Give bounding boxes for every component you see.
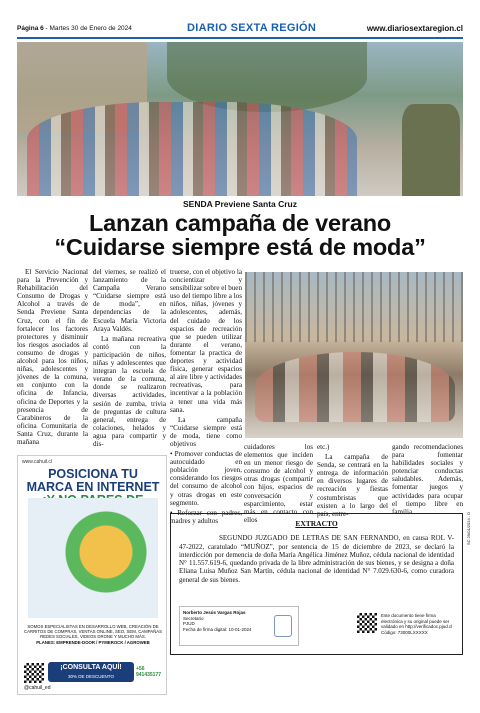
article-column-2: del viernes, se realizó el lanzamiento de la Campaña Verano “Cuidarse siempre está de moda”, en dependencias de la Escuela María Victoria Araya Valdés. La mañana recreativa contó con la participación de niños, niñas y adolescentes que integran la escuela de verano de la comuna, donde se realizaron diversas actividades, sesión de zumba, trivia de preguntas de cultura general, entrega de colaciones, helados y agua para compartir y dis- [93, 268, 166, 448]
article-title: Lanzan campaña de verano “Cuidarse siempre está de moda” [54, 210, 426, 260]
article-column-4: cuidadores los elementos que inciden en un menor riesgo de consumo de alcohol y otras drogas (compartir con hijos, espacios de conversación y esparcimiento, estar más en contacto con ellos [244, 443, 313, 524]
ad-whatsapp[interactable]: +56 941435177 [136, 666, 162, 678]
ad-headline: POSICIONA TU MARCA EN INTERNET [26, 467, 160, 494]
digital-signature: Norberto Jesús Vargas Rojas Secretario PJUD Fecha de firma digital: 10-01-2024 [179, 606, 299, 646]
article-column-3: truerse, con el objetivo la concientizar y sensibilizar sobre el buen uso del tiempo libre a los niños, niñas, jóvenes y adolescentes, además, del cuidado de los espacios de recreación que se pueden utilizar durante el verano, fomentar la practica de deportes y actividad física, generar espacios al aire libre y actividades recreativas, para incentivar a la población a tener una vida más sana. La campaña “Cuidarse siempre está de moda, tiene como objetivos • Promover conductas de autocuidado en población joven, considerando los riesgos del consumo de alcohol y otras drogas en este segmento. • Reforzar con padres, madres y adultos [170, 268, 242, 525]
group-photo [17, 42, 463, 196]
advertisement[interactable] [17, 455, 167, 695]
article-column-1: El Servicio Nacional para la Prevención y Rehabilitación del Consumo de Drogas y Alcohol a través de Senda Previene Santa Cruz, con el fin de fortalecer los factores protectores y disminuir los riesgos asociados al consumo de drogas y alcohol para los niños, niñas, adolescentes y jóvenes de la comuna, en conjunto con la oficina de Infancia, oficina de Deportes y la presencia de Carabineros de la oficina Comunitaria de Santa Cruz, durante la mañana [17, 268, 88, 446]
masthead: DIARIO SEXTA REGIÓN [187, 22, 317, 34]
ad-illustration [28, 498, 158, 618]
page-header [17, 22, 463, 40]
article-kicker: SENDA Previene Santa Cruz [183, 199, 297, 209]
ad-url[interactable]: www.cahuil.cl [22, 459, 53, 465]
ad-cta-button[interactable]: ¡CONSULTA AQUÍ! 30% DE DESCUENTO [48, 662, 134, 682]
legal-notice [170, 513, 463, 655]
header-rule [17, 37, 463, 39]
notice-body: SEGUNDO JUZGADO DE LETRAS DE SAN FERNANDO, en causa ROL V- 47-2022, caratulado “MUÑOZ”, por sentencia de 15 de diciembre de 2023, se declaró la interdicción por demencia de doña María Angélica Jiménez Muñoz, cédula nacional de identidad N° 11.557.619-6, quedando privada de la libre administración de sus bienes, y se designa a doña Eliana Luisa Muñoz San Martín, cédula nacional de identidad N° 7.029.630-6, como curadora general de sus bienes. [179, 534, 454, 584]
page-number: Página 6 - Martes 30 de Enero de 2024 [17, 25, 132, 32]
verify-text: Este documento tiene firma electrónica y su original puede ser validado en http://verificadoc.pjud.cl Código: 73000LXXXXX [381, 613, 453, 635]
ad-qr-icon[interactable] [24, 663, 44, 683]
article-column-6: gando recomendaciones para fomentar habilidades sociales y potenciar conductas saludables. Además, fomentar juegos y actividades para ocupar el tiempo libre en familia. [392, 443, 463, 516]
verify-qr-icon[interactable] [357, 613, 377, 633]
ad-services: SOMOS ESPECIALISTAS EN DESARROLLO WEB, CREACIÓN DE CARRITOS DE COMPRAS, VENTAS ONLINE, SEO, SEM, CAMPAÑAS REDES SOCIALES, VIDEOS DRONE Y MUCHO MÁS. PLANES: EMPRENDE-DOOR / PYMEROCK / AGROWEB [24, 624, 163, 645]
ad-handle: @cahuil_ed [24, 685, 51, 691]
lock-icon [274, 615, 292, 637]
side-code: SC 29/01/2024 - D [466, 511, 471, 545]
children-activity-photo [245, 272, 463, 438]
article-column-5: etc.) La campaña de Senda, se centrará en la entrega de información en diversos lugares de recreación y fiestas costumbristas que existen a lo largo del país, entre- [317, 443, 388, 518]
notice-heading: EXTRACTO [295, 519, 338, 528]
website-link[interactable]: www.diariosextaregion.cl [366, 24, 463, 33]
